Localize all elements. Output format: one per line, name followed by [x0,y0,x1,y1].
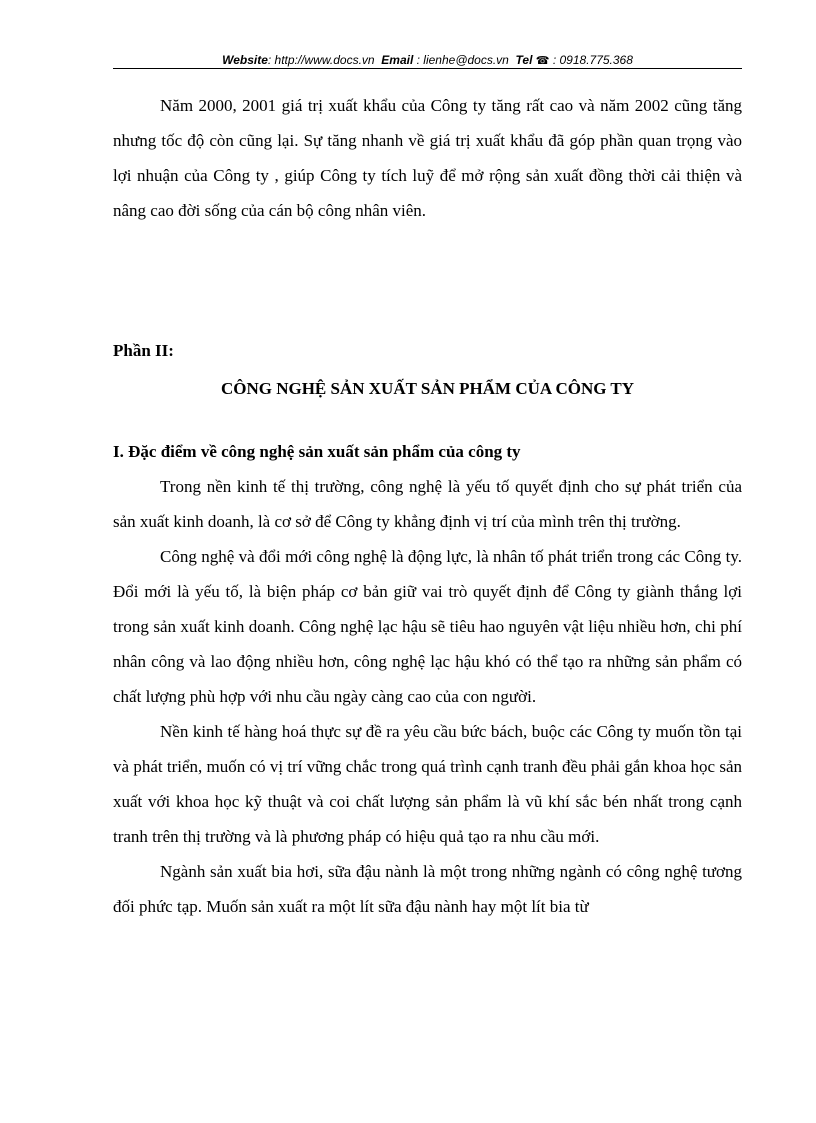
phone-icon: ☎ [535,55,550,67]
website-label: Website [222,53,268,67]
body-paragraph: Trong nền kinh tế thị trường, công nghệ là yếu tố quyết định cho sự phát triển của sản xuất kinh doanh, là cơ sở để Công ty khẳng định vị trí của mình trên thị trường. [113,477,742,531]
tel-label: Tel [515,53,533,67]
tel-number: : 0918.775.368 [552,53,633,67]
intro-paragraph: Năm 2000, 2001 giá trị xuất khẩu của Công ty tăng rất cao và năm 2002 cũng tăng nhưng tốc độ còn cũng lại. Sự tăng nhanh về giá trị xuất khẩu đã góp phần quan trọng vào lợi nhuận của Công ty , giúp Công ty tích luỹ để mở rộng sản xuất đồng thời cải thiện và nâng cao đời sống của cán bộ công nhân viên. [113,96,742,220]
email-label: Email [381,53,414,67]
page-header [113,52,742,69]
email-address[interactable]: : lienhe@docs.vn [416,53,509,67]
section-title: I. Đặc điểm về công nghệ sản xuất sản phẩm của công ty [113,442,521,461]
part-label: Phần II: [113,341,174,360]
body-paragraph: Nền kinh tế hàng hoá thực sự đề ra yêu cầu bức bách, buộc các Công ty muốn tồn tại và phát triển, muốn có vị trí vững chắc trong quá trình cạnh tranh đều phải gắn khoa học sản xuất với khoa học kỹ thuật và coi chất lượng sản phẩm là vũ khí sắc bén nhất trong cạnh tranh trên thị trường và là phương pháp có hiệu quả tạo ra nhu cầu mới. [113,722,742,846]
document-body [113,88,742,924]
website-url[interactable]: : http://www.docs.vn [267,53,375,67]
body-paragraph: Ngành sản xuất bia hơi, sữa đậu nành là một trong những ngành có công nghệ tương đối phức tạp. Muốn sản xuất ra một lít sữa đậu nành hay một lít bia từ [113,862,742,916]
chapter-title: CÔNG NGHỆ SẢN XUẤT SẢN PHẨM CỦA CÔNG TY [220,379,635,398]
body-paragraph: Công nghệ và đổi mới công nghệ là động lực, là nhân tố phát triển trong các Công ty. Đổi mới là yếu tố, là biện pháp cơ bản giữ vai trò quyết định để Công ty giành thắng lợi trong sản xuất kinh doanh. Công nghệ lạc hậu sẽ tiêu hao nguyên vật liệu nhiều hơn, chi phí nhân công và lao động nhiều hơn, công nghệ lạc hậu khó có thể tạo ra những sản phẩm có chất lượng phù hợp với nhu cầu ngày càng cao của con người. [113,547,742,706]
